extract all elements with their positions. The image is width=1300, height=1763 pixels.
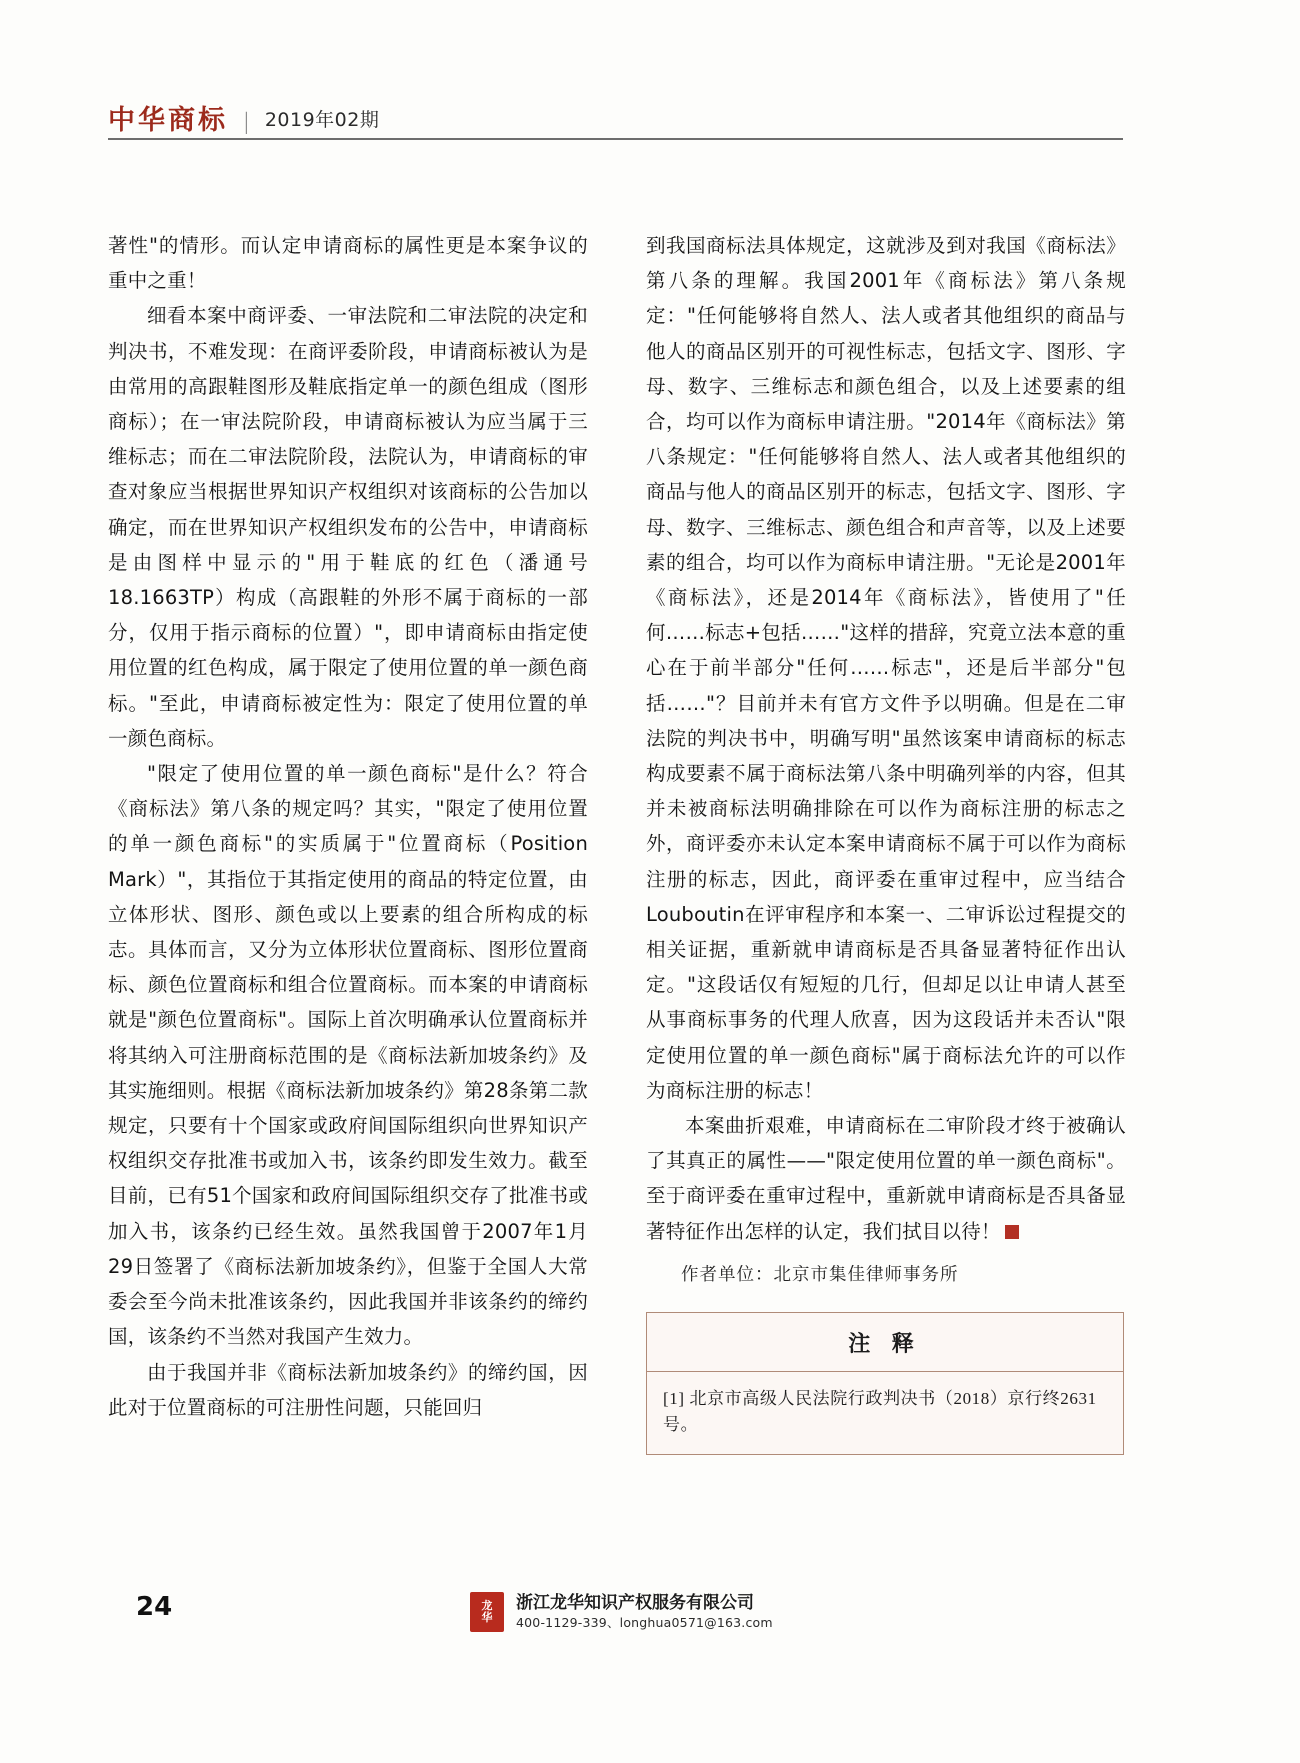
- notes-title: 注 释: [647, 1313, 1123, 1372]
- company-seal-icon: [470, 1592, 504, 1632]
- end-mark-icon: [1005, 1225, 1019, 1239]
- footer-advert: [470, 1592, 773, 1632]
- issue-label: 2019年02期: [264, 109, 380, 131]
- paragraph: 细看本案中商评委、一审法院和二审法院的决定和判决书，不难发现：在商评委阶段，申请商标被认为是由常用的高跟鞋图形及鞋底指定单一的颜色组成（图形商标）；在一审法院阶段，申请商标被认为应当属于三维标志；而在二审法院阶段，法院认为，申请商标的审查对象应当根据世界知识产权组织对该商标的公告加以确定，而在世界知识产权组织发布的公告中，申请商标是由图样中显示的"用于鞋底的红色（潘通号18.1663TP）构成（高跟鞋的外形不属于商标的一部分，仅用于指示商标的位置）"，即申请商标由指定使用位置的红色构成，属于限定了使用位置的单一颜色商标。"至此，申请商标被定性为：限定了使用位置的单一颜色商标。: [108, 304, 588, 750]
- paragraph: 由于我国并非《商标法新加坡条约》的缔约国，因此对于位置商标的可注册性问题，只能回归: [108, 1360, 588, 1419]
- header-separator: |: [244, 109, 249, 135]
- notes-box: [646, 1312, 1124, 1455]
- seal-char-1: 龙: [481, 1600, 493, 1612]
- right-column: [646, 228, 1126, 1455]
- paragraph-text: 本案曲折艰难，申请商标在二审阶段才终于被确认了其真正的属性——"限定使用位置的单一颜色商标"。至于商评委在重审过程中，重新就申请商标是否具备显著特征作出怎样的认定，我们拭目以待！: [646, 1114, 1126, 1243]
- footer-text-block: [516, 1593, 773, 1632]
- page-header: [108, 86, 1123, 138]
- paragraph: 著性"的情形。而认定申请商标的属性更是本案争议的重中之重！: [108, 234, 588, 293]
- footer-contact-info: 400-1129-339、longhua0571@163.com: [516, 1614, 773, 1630]
- author-affiliation: 作者单位：北京市集佳律师事务所: [681, 1263, 959, 1284]
- article-body: [108, 228, 1126, 1455]
- left-column: [108, 228, 588, 1455]
- paragraph: "限定了使用位置的单一颜色商标"是什么？符合《商标法》第八条的规定吗？其实，"限定了使用位置的单一颜色商标"的实质属于"位置商标（Position Mark）"，其指位于其指定使用的商品的特定位置，由立体形状、图形、颜色或以上要素的组合所构成的标志。具体而言，又分为立体形状位置商标、图形位置商标、颜色位置商标和组合位置商标。而本案的申请商标就是"颜色位置商标"。国际上首次明确承认位置商标并将其纳入可注册商标范围的是《商标法新加坡条约》及其实施细则。根据《商标法新加坡条约》第28条第二款规定，只要有十个国家或政府间国际组织向世界知识产权组织交存批准书或加入书，该条约即发生效力。截至目前，已有51个国家和政府间国际组织交存了批准书或加入书，该条约已经生效。虽然我国曾于2007年1月29日签署了《商标法新加坡条约》，但鉴于全国人大常委会至今尚未批准该条约，因此我国并非该条约的缔约国，该条约不当然对我国产生效力。: [108, 762, 588, 1349]
- seal-char-2: 华: [481, 1612, 493, 1624]
- paragraph: [646, 1108, 1126, 1249]
- footer-company-name: 浙江龙华知识产权服务有限公司: [516, 1592, 754, 1613]
- magazine-masthead: 中华商标: [108, 105, 228, 135]
- paragraph: 到我国商标法具体规定，这就涉及到对我国《商标法》第八条的理解。我国2001年《商标法》第八条规定："任何能够将自然人、法人或者其他组织的商品与他人的商品区别开的可视性标志，包括文字、图形、字母、数字、三维标志和颜色组合，以及上述要素的组合，均可以作为商标申请注册。"2014年《商标法》第八条规定："任何能够将自然人、法人或者其他组织的商品与他人的商品区别开的标志，包括文字、图形、字母、数字、三维标志、颜色组合和声音等，以及上述要素的组合，均可以作为商标申请注册。"无论是2001年《商标法》，还是2014年《商标法》，皆使用了"任何……标志+包括……"这样的措辞，究竟立法本意的重心在于前半部分"任何……标志"，还是后半部分"包括……"？目前并未有官方文件予以明确。但是在二审法院的判决书中，明确写明"虽然该案申请商标的标志构成要素不属于商标法第八条中明确列举的内容，但其并未被商标法明确排除在可以作为商标注册的标志之外，商评委亦未认定本案申请商标不属于可以作为商标注册的标志，因此，商评委在重审过程中，应当结合Louboutin在评审程序和本案一、二审诉讼过程提交的相关证据，重新就申请商标是否具备显著特征作出认定。"这段话仅有短短的几行，但却足以让申请人甚至从事商标事务的代理人欣喜，因为这段话并未否认"限定使用位置的单一颜色商标"属于商标法允许的可以作为商标注册的标志！: [646, 234, 1126, 1102]
- notes-body: [647, 1372, 1123, 1454]
- header-divider: [108, 138, 1123, 140]
- page-number: 24: [136, 1592, 173, 1622]
- note-item: [1] 北京市高级人民法院行政判决书（2018）京行终2631号。: [663, 1388, 1097, 1434]
